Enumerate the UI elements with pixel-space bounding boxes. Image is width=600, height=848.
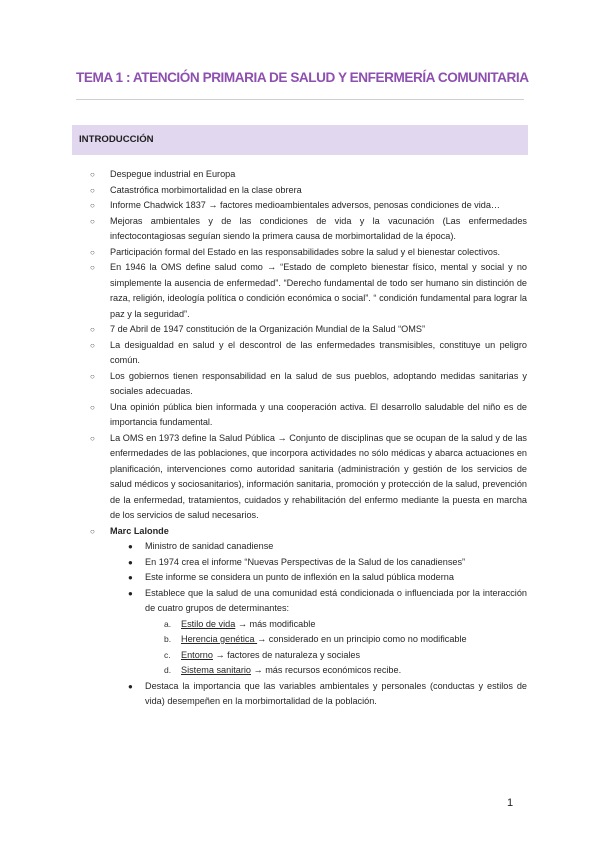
list-item: ○ Participación formal del Estado en las responsabilidades sobre la salud y el bienestar colectivos.	[0, 245, 600, 261]
list-item: ○ 7 de Abril de 1947 constitución de la Organización Mundial de la Salud “OMS”	[0, 322, 600, 338]
list-item: ○ Mejoras ambientales y de las condiciones de vida y la vacunación (Las enfermedades infectocontagiosas seguían siendo la primera causa de morbimortalidad de la época).	[90, 215, 527, 241]
determinant-item: c. Entorno → factores de naturaleza y sociales	[164, 649, 361, 660]
title-divider	[76, 99, 524, 100]
hollow-bullet-icon: ○	[90, 247, 95, 257]
filled-bullet-icon: ●	[128, 573, 133, 582]
list-item: ○ Los gobiernos tienen responsabilidad en la salud de sus pueblos, adoptando medidas sanitarias y sociales adecuadas.	[90, 370, 527, 396]
page-number: 1	[507, 797, 514, 809]
hollow-bullet-icon: ○	[90, 263, 95, 272]
list-item: ○ Una opinión pública bien informada y una cooperación activa. El desarrollo saludable del niño es de importancia fundamental.	[90, 401, 527, 427]
list-item: ○ Catastrófica morbimortalidad en la clase obrera	[0, 183, 600, 199]
sub-list-item: ● Este informe se considera un punto de inflexión en la salud pública moderna	[0, 570, 600, 586]
hollow-bullet-icon: ○	[90, 371, 95, 381]
filled-bullet-icon: ●	[128, 588, 133, 598]
filled-bullet-icon: ●	[128, 542, 133, 551]
determinant-desc: → más modificable	[235, 618, 316, 629]
determinant-desc: → factores de naturaleza y sociales	[212, 649, 361, 660]
determinant-term: Herencia genética	[181, 634, 258, 644]
list-item: ○ Despegue industrial en Europa	[0, 167, 600, 183]
content-list	[0, 167, 600, 710]
hollow-bullet-icon: ○	[90, 433, 95, 443]
list-item-marc-lalonde: ○ Marc Lalonde	[0, 524, 600, 540]
hollow-bullet-icon: ○	[90, 526, 95, 536]
sub-list-item: ● En 1974 crea el informe “Nuevas Perspectivas de la Salud de los canadienses”	[0, 555, 600, 571]
determinant-desc: → considerado en un principio como no modificable	[257, 634, 467, 644]
hollow-bullet-icon: ○	[90, 325, 95, 334]
hollow-bullet-icon: ○	[90, 402, 95, 412]
sub-list-item: ● Destaca la importancia que las variables ambientales y personales (conductas y estilos de vida) desempeñen en la morbimortalidad de la población.	[128, 680, 527, 706]
section-heading: INTRODUCCIÓN	[79, 134, 154, 145]
filled-bullet-icon: ●	[128, 557, 133, 567]
determinant-term: Entorno	[181, 649, 213, 660]
determinant-term: Sistema sanitario	[181, 665, 251, 675]
determinant-term: Estilo de vida	[181, 618, 236, 629]
determinant-item: a. Estilo de vida → más modificable	[164, 618, 316, 629]
list-item: ○ La desigualdad en salud y el descontrol de las enfermedades transmisibles, constituye un peligro común.	[90, 339, 527, 365]
sub-list-item: ● Ministro de sanidad canadiense	[0, 539, 600, 555]
list-item: ○ Informe Chadwick 1837 → factores medioambientales adversos, penosas condiciones de vida…	[0, 198, 600, 214]
document-title: TEMA 1 : ATENCIÓN PRIMARIA DE SALUD Y ENFERMERÍA COMUNITARIA	[76, 70, 529, 85]
list-item: ○ En 1946 la OMS define salud como → “Estado de completo bienestar físico, mental y social y no simplemente la ausencia de enfermedad”. “Derecho fundamental de todo ser humano sin distinción de raza, religión, ideología política o condición económica o social”. “ condición fundamental para lograr la paz y la seguridad”.	[90, 262, 527, 319]
determinant-item: d. Sistema sanitario → más recursos económicos recibe.	[164, 665, 402, 675]
hollow-bullet-icon: ○	[90, 216, 95, 226]
determinant-desc: → más recursos económicos recibe.	[251, 665, 402, 675]
hollow-bullet-icon: ○	[90, 185, 95, 195]
filled-bullet-icon: ●	[128, 681, 133, 691]
sub-list-item: ● Establece que la salud de una comunidad está condicionada o influenciada por la interacción de cuatro grupos de determinantes:	[128, 587, 527, 613]
hollow-bullet-icon: ○	[90, 201, 95, 210]
hollow-bullet-icon: ○	[90, 340, 95, 350]
section-header	[72, 125, 528, 155]
determinant-item: b. Herencia genética → considerado en un principio como no modificable	[164, 634, 467, 644]
hollow-bullet-icon: ○	[90, 170, 95, 179]
list-item: ○ La OMS en 1973 define la Salud Pública → Conjunto de disciplinas que se ocupan de la salud y de las enfermedades de las poblaciones, que incorpora actividades no sólo médicas y abarca actuaciones en planificación, intervenciones como autoridad sanitaria (administración y gestión de los servicios de salud médicos y sociosanitarios), información sanitaria, promoción y protección de la salud, prevención de la enfermedad, tratamientos, cuidados y rehabilitación del enfermo mediante la puesta en marcha de los servicios de salud necesarios.	[90, 432, 527, 520]
